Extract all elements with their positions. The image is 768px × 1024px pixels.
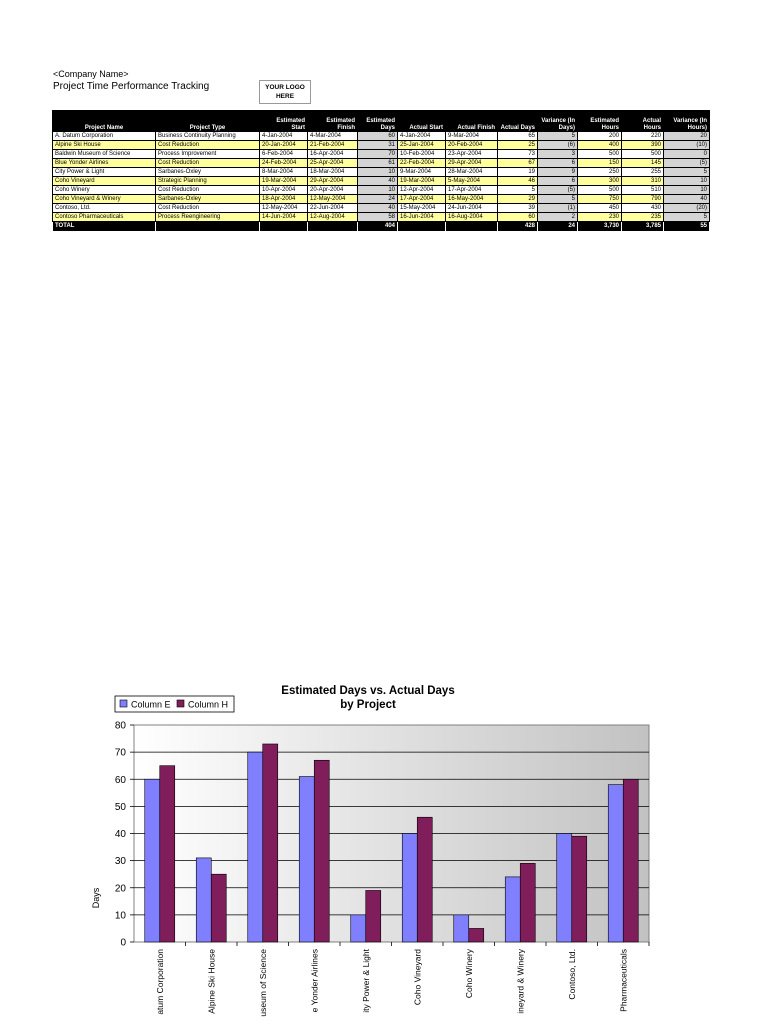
total-act-days: 428 [498,222,538,232]
cell-act-days: 5 [498,186,538,195]
cell-est-days: 40 [358,204,398,213]
table-row [53,141,710,150]
bar-column-e [505,877,520,942]
x-category-label: Contoso, Ltd. [566,949,577,1000]
x-category-label: e Yonder Airlines [309,949,320,1013]
cell-est-days: 24 [358,195,398,204]
x-category-label: Coho Winery [463,949,474,999]
x-category-label: Pharmaceuticals [618,949,629,1012]
table-row [53,132,710,141]
cell-act-hours: 220 [622,132,664,141]
bar-column-h [211,874,226,942]
cell-act-start: 19-Mar-2004 [398,177,446,186]
cell-var-hours: (20) [664,204,710,213]
y-tick-label: 40 [114,829,126,840]
cell-est-days: 31 [358,141,398,150]
cell-var-days: (5) [538,186,578,195]
cell-act-finish: 9-Mar-2004 [446,132,498,141]
total-est-hours: 3,730 [578,222,622,232]
cell-est-finish: 16-Apr-2004 [308,150,358,159]
y-tick-label: 20 [114,883,126,895]
bar-column-h [520,863,535,942]
cell-type: Cost Reduction [156,204,260,213]
cell-act-start: 9-Mar-2004 [398,168,446,177]
cell-name: A. Datum Corporation [53,132,156,141]
bar-column-e [402,834,417,943]
cell-type: Business Continuity Planning [156,132,260,141]
cell-act-finish: 16-Aug-2004 [446,213,498,222]
cell-est-finish: 20-Apr-2004 [308,186,358,195]
cell-var-hours: 10 [664,186,710,195]
project-tracking-table [52,110,710,232]
cell-var-days: 3 [538,150,578,159]
col-header: Estimated Days [358,111,398,132]
table-row [53,186,710,195]
cell-act-days: 73 [498,150,538,159]
cell-act-finish: 23-Apr-2004 [446,150,498,159]
cell-est-finish: 4-Mar-2004 [308,132,358,141]
cell-var-days: 6 [538,159,578,168]
cell-act-hours: 790 [622,195,664,204]
cell-est-hours: 200 [578,132,622,141]
total-label: TOTAL [53,222,156,232]
x-category-label: ineyard & Winery [515,949,526,1014]
y-tick-label: 70 [114,747,126,759]
cell-var-days: 2 [538,213,578,222]
cell-var-days: 5 [538,195,578,204]
cell-act-finish: 17-Apr-2004 [446,186,498,195]
col-header: Actual Finish [446,111,498,132]
cell-act-start: 10-Feb-2004 [398,150,446,159]
x-category-label: atum Corporation [154,949,165,1015]
bar-column-e [557,834,572,943]
chart-legend [115,696,234,712]
y-tick-label: 0 [120,937,126,949]
cell-act-finish: 29-Apr-2004 [446,159,498,168]
cell-type: Process Reengineering [156,213,260,222]
cell-act-finish: 16-May-2004 [446,195,498,204]
bar-column-h [623,779,638,942]
legend-swatch-e [120,700,127,707]
cell-act-finish: 24-Jun-2004 [446,204,498,213]
cell-type: Cost Reduction [156,141,260,150]
cell-est-start: 14-Jun-2004 [260,213,308,222]
bar-column-h [366,890,381,942]
cell-var-hours: 20 [664,132,710,141]
logo-line-1: YOUR LOGO [265,84,305,91]
cell-var-days: (1) [538,204,578,213]
bar-column-h [469,928,484,942]
cell-est-hours: 450 [578,204,622,213]
cell-act-days: 60 [498,213,538,222]
x-category-label: ity Power & Light [360,949,371,1013]
cell-type: Sarbanes-Oxley [156,168,260,177]
col-header: Estimated Start [260,111,308,132]
cell-var-days: (6) [538,141,578,150]
bar-column-e [299,777,314,942]
cell-est-finish: 21-Feb-2004 [308,141,358,150]
table-row [53,168,710,177]
cell-name: Baldwin Museum of Science [53,150,156,159]
total-est-days: 404 [358,222,398,232]
cell-act-start: 22-Feb-2004 [398,159,446,168]
cell-act-days: 25 [498,141,538,150]
cell-est-finish: 22-Jun-2004 [308,204,358,213]
cell-act-start: 4-Jan-2004 [398,132,446,141]
total-var-days: 24 [538,222,578,232]
cell-name: City Power & Light [53,168,156,177]
cell-est-hours: 230 [578,213,622,222]
cell-var-days: 5 [538,132,578,141]
cell-act-start: 15-May-2004 [398,204,446,213]
bar-column-h [417,817,432,942]
legend-swatch-h [177,700,184,707]
cell-var-hours: (5) [664,159,710,168]
cell-act-hours: 310 [622,177,664,186]
cell-var-hours: 5 [664,213,710,222]
cell-name: Alpine Ski House [53,141,156,150]
y-tick-label: 10 [114,910,126,922]
table-row [53,159,710,168]
cell-act-days: 39 [498,204,538,213]
table-row [53,150,710,159]
cell-act-start: 12-Apr-2004 [398,186,446,195]
cell-est-start: 6-Feb-2004 [260,150,308,159]
cell-est-start: 12-May-2004 [260,204,308,213]
cell-type: Cost Reduction [156,159,260,168]
bar-column-h [314,760,329,942]
cell-act-days: 29 [498,195,538,204]
table-row [53,195,710,204]
x-category-label: useum of Science [257,949,268,1017]
cell-est-days: 10 [358,186,398,195]
y-tick-label: 50 [114,801,126,813]
cell-var-hours: 10 [664,177,710,186]
cell-est-finish: 18-Mar-2004 [308,168,358,177]
cell-est-start: 4-Jan-2004 [260,132,308,141]
cell-var-hours: 40 [664,195,710,204]
y-tick-label: 30 [114,856,126,868]
cell-type: Strategic Planning [156,177,260,186]
cell-est-hours: 750 [578,195,622,204]
cell-est-hours: 500 [578,150,622,159]
col-header: Actual Days [498,111,538,132]
bar-column-e [454,915,469,942]
cell-var-days: 9 [538,168,578,177]
cell-est-days: 61 [358,159,398,168]
table-header-row [53,111,710,132]
cell-est-start: 18-Apr-2004 [260,195,308,204]
legend-label-h: Column H [188,699,229,710]
cell-name: Contoso, Ltd. [53,204,156,213]
cell-act-finish: 20-Feb-2004 [446,141,498,150]
cell-type: Sarbanes-Oxley [156,195,260,204]
total-var-hours: 55 [664,222,710,232]
cell-est-days: 10 [358,168,398,177]
col-header: Project Name [53,111,156,132]
cell-est-hours: 150 [578,159,622,168]
cell-est-days: 40 [358,177,398,186]
bar-column-e [608,785,623,942]
cell-act-hours: 255 [622,168,664,177]
bar-column-h [160,766,175,942]
report-title: Project Time Performance Tracking [53,81,210,92]
cell-act-hours: 510 [622,186,664,195]
cell-type: Cost Reduction [156,186,260,195]
cell-act-days: 19 [498,168,538,177]
chart-title: Estimated Days vs. Actual Days [281,685,455,697]
cell-est-days: 70 [358,150,398,159]
cell-act-hours: 430 [622,204,664,213]
cell-est-days: 60 [358,132,398,141]
bar-column-e [196,858,211,942]
total-act-hours: 3,785 [622,222,664,232]
bar-column-h [572,836,587,942]
cell-name: Blue Yonder Airlines [53,159,156,168]
legend-label-e: Column E [131,699,171,710]
bar-column-e [145,779,160,942]
cell-est-finish: 12-Aug-2004 [308,213,358,222]
bar-column-e [248,752,263,942]
col-header: Actual Start [398,111,446,132]
table-row [53,204,710,213]
cell-name: Coho Winery [53,186,156,195]
cell-name: Coho Vineyard [53,177,156,186]
cell-est-hours: 250 [578,168,622,177]
logo-line-2: HERE [275,92,295,100]
bar-column-h [263,744,278,942]
x-category-label: Coho Vineyard [412,949,423,1006]
table-row [53,213,710,222]
cell-est-start: 19-Mar-2004 [260,177,308,186]
col-header: Estimated Finish [308,111,358,132]
cell-act-start: 16-Jun-2004 [398,213,446,222]
cell-act-hours: 500 [622,150,664,159]
cell-name: Coho Vineyard & Winery [53,195,156,204]
cell-var-days: 6 [538,177,578,186]
cell-est-finish: 25-Apr-2004 [308,159,358,168]
cell-act-days: 67 [498,159,538,168]
cell-est-days: 58 [358,213,398,222]
cell-name: Contoso Pharmaceuticals [53,213,156,222]
bar-column-e [351,915,366,942]
cell-est-start: 8-Mar-2004 [260,168,308,177]
x-category-label: Alpine Ski House [206,949,217,1014]
cell-act-hours: 390 [622,141,664,150]
cell-est-start: 20-Jan-2004 [260,141,308,150]
y-tick-label: 60 [114,774,126,786]
cell-est-finish: 29-Apr-2004 [308,177,358,186]
logo-placeholder [259,80,311,104]
cell-act-days: 46 [498,177,538,186]
col-header: Estimated Hours [578,111,622,132]
cell-var-hours: 5 [664,168,710,177]
cell-act-start: 17-Apr-2004 [398,195,446,204]
company-name: <Company Name> [53,69,129,79]
cell-est-hours: 300 [578,177,622,186]
chart-subtitle: by Project [340,699,396,711]
cell-est-finish: 12-May-2004 [308,195,358,204]
col-header: Variance (In Days) [538,111,578,132]
cell-act-hours: 145 [622,159,664,168]
col-header: Actual Hours [622,111,664,132]
cell-act-start: 25-Jan-2004 [398,141,446,150]
y-axis-label: Days [91,887,101,909]
days-bar-chart [0,680,768,1024]
cell-est-hours: 400 [578,141,622,150]
col-header: Project Type [156,111,260,132]
col-header: Variance (In Hours) [664,111,710,132]
cell-act-finish: 28-Mar-2004 [446,168,498,177]
cell-act-days: 65 [498,132,538,141]
cell-type: Process Improvement [156,150,260,159]
cell-var-hours: 0 [664,150,710,159]
table-row [53,177,710,186]
cell-est-start: 10-Apr-2004 [260,186,308,195]
y-tick-label: 80 [114,720,126,732]
cell-var-hours: (10) [664,141,710,150]
total-row [53,222,710,232]
cell-act-finish: 5-May-2004 [446,177,498,186]
cell-est-hours: 500 [578,186,622,195]
cell-est-start: 24-Feb-2004 [260,159,308,168]
cell-act-hours: 235 [622,213,664,222]
